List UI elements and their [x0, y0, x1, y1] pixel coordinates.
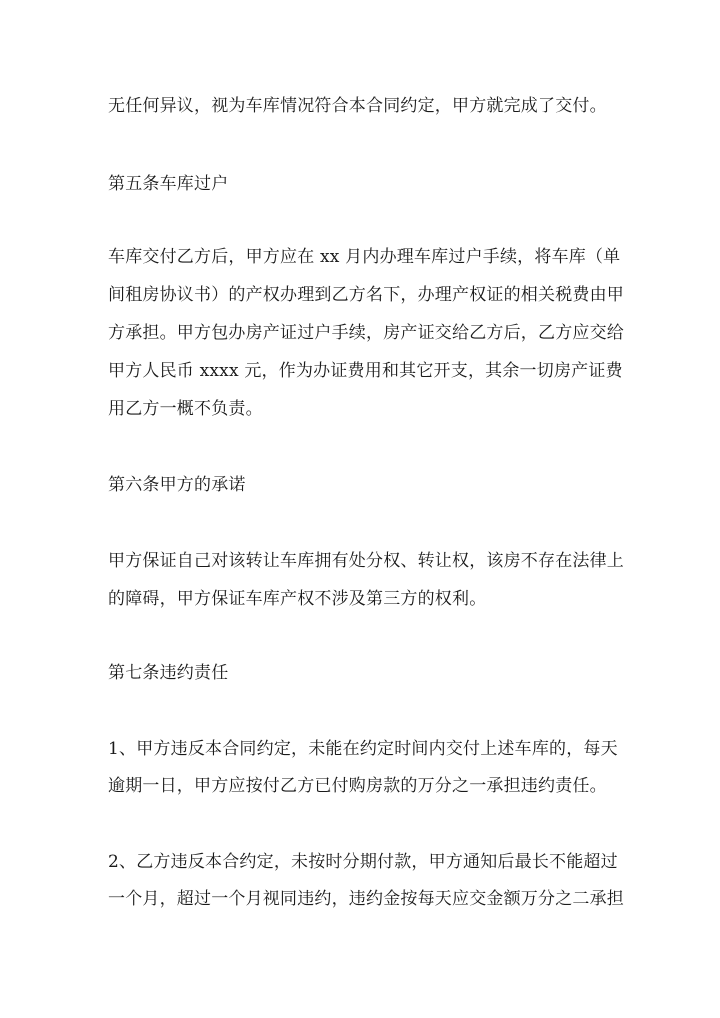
paragraph-line: 逾期一日，甲方应按付乙方已付购房款的万分之一承担违约责任。: [108, 776, 607, 796]
section-heading: 第七条违约责任: [108, 663, 229, 683]
paragraph-line: 甲方保证自己对该转让车库拥有处分权、转让权，该房不存在法律上: [108, 551, 624, 571]
paragraph-line: 无任何异议，视为车库情况符合本合同约定，甲方就完成了交付。: [108, 96, 607, 116]
paragraph-line: 间租房协议书）的产权办理到乙方名下，办理产权证的相关税费由甲: [108, 285, 624, 305]
paragraph-line: 方承担。甲方包办房产证过户手续，房产证交给乙方后，乙方应交给: [108, 323, 624, 343]
paragraph-line: 用乙方一概不负责。: [108, 399, 263, 419]
paragraph-line: 1、甲方违反本合同约定，未能在约定时间内交付上述车库的，每天: [108, 739, 618, 759]
paragraph-line: 车库交付乙方后，甲方应在 xx 月内办理车库过户手续，将车库（单: [108, 247, 621, 267]
section-heading: 第五条车库过户: [108, 174, 229, 194]
section-heading: 第六条甲方的承诺: [108, 475, 246, 495]
paragraph-line: 的障碍，甲方保证车库产权不涉及第三方的权利。: [108, 589, 487, 609]
paragraph-line: 甲方人民币 xxxx 元，作为办证费用和其它开支，其余一切房产证费: [108, 361, 623, 381]
paragraph-line: 2、乙方违反本合约定，未按时分期付款，甲方通知后最长不能超过: [108, 852, 618, 872]
paragraph-line: 一个月，超过一个月视同违约，违约金按每天应交金额万分之二承担: [108, 889, 624, 909]
